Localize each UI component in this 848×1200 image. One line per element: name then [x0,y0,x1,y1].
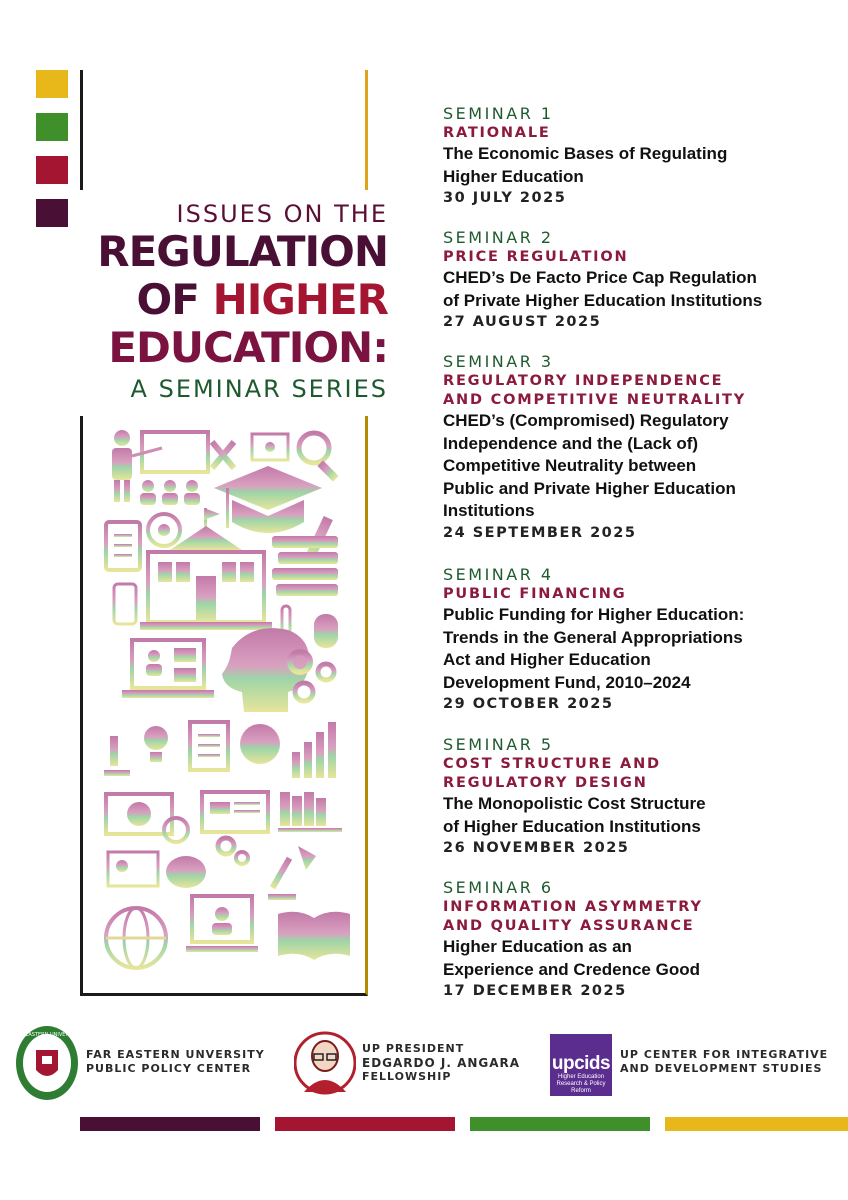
feu-line-2: PUBLIC POLICY CENTER [86,1062,252,1075]
seminar-topic-line: AND QUALITY ASSURANCE [443,918,695,934]
seminar-title-line: Higher Education as an [443,937,632,956]
seminar-title-line: Public Funding for Higher Education: [443,605,745,624]
seminar-date: 27 AUGUST 2025 [443,314,602,330]
graduation-cap-icon [214,466,322,533]
presentation-board-icon [202,792,268,832]
upcids-line-2: AND DEVELOPMENT STUDIES [620,1062,823,1075]
teacher-icon [112,430,208,505]
seminar-1 [443,104,833,208]
seminar-topic-line: REGULATORY DESIGN [443,775,648,791]
document-icon [190,722,228,770]
seminar-title-line: Public and Private Higher Education [443,478,736,498]
color-square-green [36,113,68,141]
seminar-topic-line: REGULATORY INDEPENDENCE [443,373,724,389]
gear-group-icon [218,838,248,864]
upcids-line-1: UP CENTER FOR INTEGRATIVE [620,1048,829,1061]
clipboard-icon [106,522,140,570]
feu-line-1: FAR EASTERN UNVERSITY [86,1048,265,1061]
tools-icon [210,440,236,470]
globe-icon [106,908,166,968]
frame-line-right-top [365,70,368,190]
seminar-title-line: Competitive Neutrality between [443,456,697,475]
seminar-4 [443,565,833,714]
footer-bar-green [470,1117,650,1131]
title-line-of-higher [28,276,388,324]
angara-line-1: UP PRESIDENT [362,1042,465,1055]
certificate-icon [252,434,288,460]
angara-line-2: EDGARDO J. ANGARA [362,1056,521,1070]
upcids-logo-tagline: Higher Education Research & Policy Reform [556,1074,606,1094]
open-book-icon [278,912,350,960]
seminar-title-line: of Private Higher Education Institutions [443,290,763,310]
series-title [28,200,388,406]
microscope-icon [104,736,130,776]
seminar-number: SEMINAR 1 [443,104,554,123]
money-icon [106,794,188,842]
education-icons-illustration [92,426,356,982]
feu-logo-text [86,1048,265,1076]
angara-portrait-logo [294,1030,356,1096]
laptop-video-icon [122,640,214,698]
footer-bar-red [275,1117,455,1131]
bookshelf-icon [278,792,342,832]
seminar-title-line: Act and Higher Education [443,650,651,669]
seminar-3 [443,352,833,543]
seminar-topic-line: AND COMPETITIVE NEUTRALITY [443,392,747,408]
seminar-number: SEMINAR 6 [443,878,554,897]
seminar-title-line: Independence and the (Lack of) [443,433,699,453]
color-square-red [36,156,68,184]
seminar-number: SEMINAR 3 [443,352,554,371]
seminar-topic-line: INFORMATION ASYMMETRY [443,899,703,915]
seminar-2 [443,228,833,332]
mouse-icon [314,614,338,648]
seminar-title-line: Trends in the General Appropriations [443,627,743,647]
seminar-title-line: of Higher Education Institutions [443,816,701,836]
seminar-5 [443,735,833,858]
pie-chart-icon [240,724,280,764]
online-learning-icon [186,896,258,952]
seminar-topic-line: PUBLIC FINANCING [443,586,627,602]
seminar-date: 26 NOVEMBER 2025 [443,840,630,856]
seminar-title-line: Experience and Credence Good [443,959,700,979]
seminar-number: SEMINAR 2 [443,228,554,247]
footer-bar-purple [80,1117,260,1131]
feu-seal-logo [14,1024,80,1102]
title-line-education: EDUCATION: [108,323,388,372]
title-word-of: OF [136,275,199,324]
palette-icon [166,856,206,888]
phone-icon [114,584,136,624]
title-line-regulation: REGULATION [97,227,388,276]
footer-bar-yellow [665,1117,848,1131]
seminar-title-line: Institutions [443,501,535,520]
seminar-number: SEMINAR 5 [443,735,554,754]
seminar-title-line: CHED’s (Compromised) Regulatory [443,411,729,430]
target-icon [148,514,180,546]
seminar-6 [443,878,833,1001]
upcids-logo-text [620,1048,828,1076]
seminar-title-line: The Monopolistic Cost Structure [443,794,706,813]
magnifier-icon [299,433,339,482]
seminar-title-line: The Economic Bases of Regulating [443,144,728,163]
seminar-title-line: Development Fund, 2010–2024 [443,672,691,692]
title-word-higher: HIGHER [212,275,388,324]
seminar-date: 24 SEPTEMBER 2025 [443,524,637,541]
seminar-topic-line: COST STRUCTURE AND [443,756,661,772]
seminar-topic-line: PRICE REGULATION [443,249,629,265]
seminar-date: 29 OCTOBER 2025 [443,696,614,712]
angara-logo-text [362,1042,520,1084]
lightbulb-icon [144,726,168,762]
upcids-logo-mark: upcids [551,1053,611,1074]
seminar-number: SEMINAR 4 [443,565,554,584]
title-line-issues: ISSUES ON THE [176,200,388,228]
seminar-topic-line: RATIONALE [443,125,551,141]
desk-lamp-icon [268,846,316,900]
seminar-date: 30 JULY 2025 [443,190,567,206]
seminar-title-line: CHED’s De Facto Price Cap Regulation [443,268,757,287]
color-square-yellow [36,70,68,98]
id-card-icon [108,852,158,886]
frame-line-left-top [80,70,83,190]
seminar-date: 17 DECEMBER 2025 [443,983,627,999]
books-stack-icon [272,536,338,596]
upcids-logo [550,1034,612,1096]
angara-line-3: FELLOWSHIP [362,1070,452,1083]
seminar-title-line: Higher Education [443,166,584,186]
title-line-seminar-series: A SEMINAR SERIES [130,375,388,403]
feu-seal-text: FAR EASTERN UNIVERSITY [14,1032,80,1038]
bar-chart-icon [292,722,336,778]
